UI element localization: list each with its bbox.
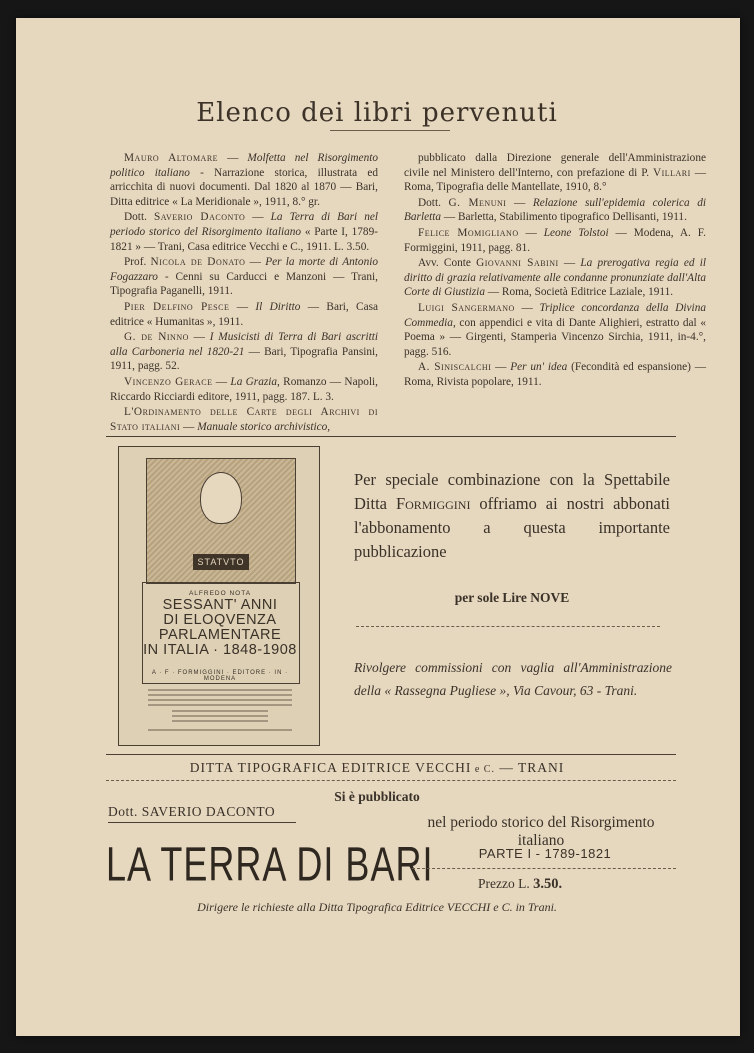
book-entry — [404, 151, 706, 195]
entry-text: Avv. Conte — [418, 257, 477, 270]
entry-text: - Narrazione storica, illustrata ed arricchita di nuovi documenti. Dal 1820 al 1870 — Bari, Ditta editrice « La Meridionale », 1911, 8.° gr. — [110, 166, 378, 208]
entry-text: — — [229, 300, 256, 313]
cover-title — [142, 598, 298, 658]
entry-text: — Bari, Casa editrice « Humanitas », 1911. — [110, 300, 378, 328]
author-underline — [108, 822, 296, 823]
book-price-value: 3.50. — [533, 876, 563, 892]
book-title: LA TERRA DI BARI — [106, 836, 434, 892]
typography-main: DITTA TIPOGRAFICA EDITRICE VECCHI — [189, 760, 472, 775]
entry-text: — — [245, 211, 271, 224]
dotted-rule — [412, 868, 676, 869]
book-entry — [110, 405, 378, 434]
cover-author: ALFREDO NOTA — [188, 590, 252, 597]
cover-title-line: DI ELOQVENZA — [163, 612, 277, 628]
book-author: Dott. SAVERIO DACONTO — [108, 804, 276, 819]
cover-title-line: IN ITALIA · 1848-1908 — [143, 642, 297, 658]
book-entry — [404, 196, 706, 225]
typography-header — [0, 760, 754, 776]
page-title: Elenco dei libri pervenuti — [196, 98, 558, 128]
entry-text: — Modena, A. F. Formiggini, 1911, pagg. 81. — [404, 226, 706, 254]
entry-author: Nicola de Donato — [150, 256, 246, 269]
entry-text: Dott. — [418, 196, 449, 209]
offer-text — [354, 468, 670, 564]
entry-text: — — [514, 301, 540, 314]
allegory-head-icon — [200, 472, 242, 524]
books-right-column — [404, 151, 706, 391]
offer-publisher-name: Formiggini — [395, 494, 471, 513]
entry-text: , Romanzo — Napoli, Riccardo Ricciardi editore, 1911, pagg. 187. L. 3. — [110, 375, 378, 403]
entry-author: Vincenzo Gerace — [124, 375, 213, 388]
typography-tail: — TRANI — [494, 760, 565, 775]
section-divider — [106, 754, 676, 755]
offer-text-before: Per speciale combinazione con la Spettabile Ditta — [354, 470, 670, 513]
entry-text: — — [218, 152, 248, 164]
fine-print-lines — [142, 686, 298, 736]
book-entry — [404, 226, 706, 255]
book-entry — [404, 256, 706, 300]
entry-title: Il Diritto — [255, 300, 301, 313]
entry-author: Pier Delfino Pesce — [124, 300, 230, 313]
cover-title-line: SESSANT' ANNI — [162, 597, 278, 613]
order-directions: Dirigere le richieste alla Ditta Tipografica Editrice VECCHI e C. in Trani. — [197, 900, 557, 914]
entry-author: Giovanni Sabini — [476, 257, 559, 270]
entry-text: — Bari, Tipografia Pansini, 1911, pagg. 52. — [110, 345, 378, 373]
entry-text: - Cenni su Carducci e Manzoni — Trani, Tipografia Paganelli, 1911. — [110, 270, 378, 298]
entry-title: La Grazia — [230, 375, 278, 388]
entry-author: L'Ordinamento delle Carte degli Archivi di Stato italiani — [110, 406, 378, 433]
dotted-rule — [356, 626, 660, 627]
entry-text: Dott. — [124, 211, 154, 224]
book-entry — [110, 151, 378, 209]
entry-author: Felice Momigliano — [418, 226, 519, 239]
offer-price: per sole Lire NOVE — [454, 590, 570, 605]
book-entry — [110, 300, 378, 329]
entry-title: Relazione sull'epidemia colerica di Barletta — [404, 196, 707, 224]
dotted-rule — [106, 780, 676, 781]
book-entry — [404, 301, 706, 359]
cover-publisher: A · F · FORMIGGINI · EDITORE · IN · MODENA — [151, 670, 289, 682]
entry-text: — — [188, 331, 210, 344]
entry-text: — — [518, 226, 544, 239]
entry-text: — Barletta, Stabilimento tipografico Dellisanti, 1911. — [441, 211, 687, 224]
entry-text: pubblicato dalla Direzione generale dell'Amministrazione civile nel Ministero dell'Interno, con prefazione di P. — [404, 152, 706, 179]
entry-title: Per un' idea — [510, 361, 568, 374]
entry-author: Luigi Sangermano — [418, 301, 515, 314]
book-subtitle: nel periodo storico del Risorgimento italiano — [427, 814, 655, 849]
typography-amp: e C. — [471, 764, 495, 775]
entry-author: A. Siniscalchi — [418, 361, 492, 374]
entry-title: La Terra di Bari nel periodo storico del Risorgimento italiano — [110, 211, 379, 238]
book-entry — [110, 210, 378, 254]
entry-author: G. de Ninno — [124, 331, 189, 344]
book-price — [478, 876, 562, 893]
entry-text: — — [491, 361, 511, 374]
entry-author: Mauro Altomare — [124, 152, 219, 164]
entry-author: Villari — [652, 166, 691, 179]
entry-title: Molfetta nel Risorgimento politico italiano — [110, 152, 379, 179]
orders-instructions: Rivolgere commissioni con vaglia all'Amministrazione della « Rassegna Pugliese », Via Cavour, 63 - Trani. — [354, 660, 672, 698]
entry-author: Saverio Daconto — [153, 211, 246, 224]
entry-text: — — [506, 196, 533, 209]
entry-text: — — [180, 420, 198, 433]
entry-title: Per la morte di Antonio Fogazzaro — [110, 256, 379, 283]
entry-title: La prerogativa regia ed il diritto di grazia relativamente alle condanne pronunziate dall'Alta Corte di Giustizia — [404, 257, 707, 299]
entry-title: Leone Tolstoi — [543, 226, 609, 239]
entry-text: — — [212, 375, 231, 388]
offer-text-after: offriamo ai nostri abbonati l'abbonamento a questa importante pubblicazione — [354, 494, 670, 561]
cover-title-line: PARLAMENTARE — [158, 627, 282, 643]
entry-title: Triplice concordanza della Divina Commedia — [404, 301, 706, 329]
entry-title: I Musicisti di Terra di Bari ascritti alla Carboneria nel 1820-21 — [110, 331, 379, 358]
book-price-label: Prezzo L. — [478, 876, 534, 891]
entry-author: G. Menuni — [448, 196, 507, 209]
title-underline — [330, 130, 450, 131]
cover-fine-print — [142, 686, 298, 736]
entry-text: — Roma, Società Editrice Laziale, 1911. — [484, 286, 674, 299]
section-divider — [106, 436, 676, 437]
entry-text: — — [558, 257, 581, 270]
book-entry — [110, 330, 378, 374]
book-entry — [404, 360, 706, 389]
entry-title: Manuale storico archivistico, — [197, 420, 331, 433]
entry-text: , con appendici e vita di Dante Alighieri, estratto dal « Poema » — Girgenti, Stamperia Vincenzo Sirchia, 1911, in-4.°, pagg. 516. — [404, 316, 706, 358]
book-entry — [110, 255, 378, 299]
books-left-column — [110, 151, 378, 435]
entry-text: — Roma, Tipografia delle Mantellate, 1910, 8.° — [404, 166, 706, 194]
statuto-ribbon: STATVTO — [193, 554, 249, 570]
entry-text: « Parte I, 1789-1821 » — Trani, Casa editrice Vecchi e C., 1911. L. 3.50. — [110, 225, 378, 253]
entry-text: Prof. — [124, 256, 151, 269]
entry-text: — — [245, 256, 266, 269]
entry-text: (Fecondità ed espansione) — Roma, Rivista popolare, 1911. — [404, 361, 707, 388]
book-part: PARTE I - 1789-1821 — [478, 846, 612, 861]
book-entry — [110, 375, 378, 404]
published-notice: Si è pubblicato — [334, 789, 420, 804]
